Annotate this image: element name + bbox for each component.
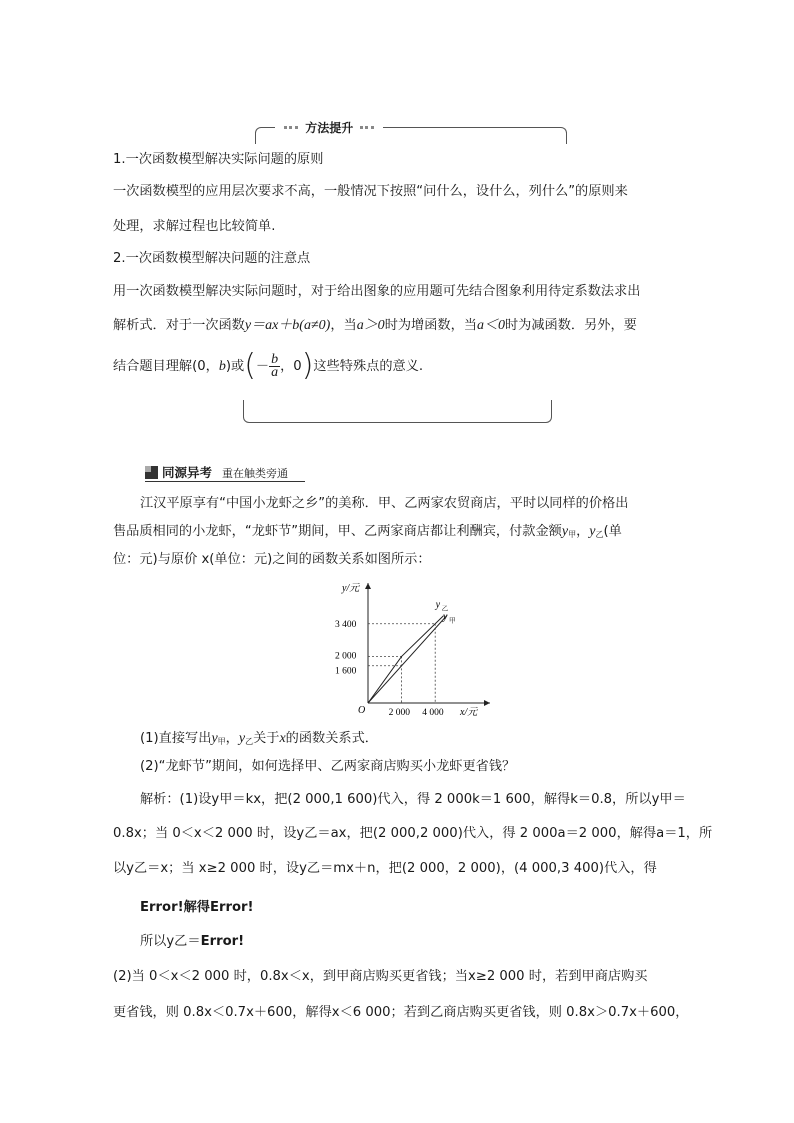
section-badge-icon: [145, 466, 158, 479]
solution-line-3: 以y乙＝x；当 x≥2 000 时，设y乙＝mx＋n，把(2 000，2 000)，(4 000,3 400)代入，得: [113, 861, 657, 876]
x-axis-label: x/元: [460, 707, 478, 718]
solution-line-4: Error!解得Error!: [140, 900, 254, 915]
method-para-2-line-2: 解析式．对于一次函数y＝ax＋b(a≠0)，当a＞0时为增函数，当a＜0时为减函数．另外，要: [113, 318, 637, 333]
solution-line-2: 0.8x；当 0＜x＜2 000 时，设y乙＝ax，把(2 000,2 000)代入，得 2 000a＝2 000，解得a＝1，所: [113, 826, 713, 841]
y-tick-label: 1 600: [335, 666, 357, 677]
series-line-jia: [368, 615, 447, 703]
x-tick-label: 2 000: [388, 708, 410, 718]
left-paren-icon: (: [244, 348, 256, 383]
series-label-sub: 甲: [448, 617, 456, 625]
x-axis-arrow-icon: [484, 700, 490, 706]
x-tick-label: 4 000: [422, 708, 444, 718]
method-box-bottom-frame: [243, 400, 552, 423]
series-label-main: y: [442, 611, 448, 623]
method-para-2-line-1: 用一次函数模型解决实际问题时，对于给出图象的应用题可先结合图象利用待定系数法求出: [113, 284, 641, 299]
y-axis-arrow-icon: [365, 583, 371, 589]
section-underline: [145, 481, 305, 482]
y-axis-label: y/元: [342, 583, 360, 594]
method-para-1-line-1: 一次函数模型的应用层次要求不高，一般情况下按照“问什么，设什么，列什么”的原则来: [113, 184, 628, 199]
problem-line-2: 售品质相同的小龙虾，“龙虾节”期间，甲、乙两家商店都让利酬宾，付款金额$y_甲$，$y_乙$(单: [113, 524, 622, 539]
solution-line-7: 更省钱，则 0.8x＜0.7x＋600，解得x＜6 000；若到乙商店购买更省钱，则 0.8x＞0.7x＋600，: [113, 1005, 689, 1020]
question-2: (2)“龙虾节”期间，如何选择甲、乙两家商店购买小龙虾更省钱？: [140, 759, 516, 774]
method-heading-2: 2.一次函数模型解决问题的注意点: [113, 251, 311, 266]
function-graph: [330, 575, 500, 725]
y-tick-label: 3 400: [335, 619, 357, 630]
solution-line-6: (2)当 0＜x＜2 000 时，0.8x＜x，到甲商店购买更省钱；当x≥2 000 时，若到甲商店购买: [113, 969, 648, 984]
method-heading-1: 1.一次函数模型解决实际问题的原则: [113, 152, 324, 167]
y-tick-label: 2 000: [335, 651, 357, 662]
method-para-1-line-2: 处理，求解过程也比较简单.: [113, 219, 276, 234]
section-header: 同源异考 重在触类旁通: [145, 463, 288, 481]
series-label-main: y: [435, 599, 441, 611]
dots-left-icon: [284, 126, 298, 132]
problem-line-3: 位：元)与原价 x(单位：元)之间的函数关系如图所示：: [113, 552, 431, 567]
method-para-2-line-3: 结合题目理解(0，b)或(－ $\frac{b}{a}$ ，0)这些特殊点的意义.: [113, 348, 424, 383]
origin-label: O: [358, 705, 366, 716]
solution-line-1: 解析：(1)设y甲＝kx，把(2 000,1 600)代入，得 2 000k＝1 600，解得k＝0.8，所以y甲＝: [140, 792, 686, 807]
right-paren-icon: ): [301, 348, 314, 383]
fraction-b-over-a: $\frac{b}{a}$: [271, 351, 279, 380]
method-box-title: 方法提升: [275, 119, 383, 136]
series-label-sub: 乙: [441, 605, 449, 613]
linear-function-formula: y＝ax＋b(a≠0): [244, 318, 331, 333]
question-1: (1)直接写出$y_甲$，$y_乙$关于x的函数关系式．: [140, 731, 378, 746]
solution-line-5: 所以y乙＝Error!: [140, 934, 245, 949]
dots-right-icon: [360, 126, 374, 132]
problem-line-1: 江汉平原享有“中国小龙虾之乡”的美称．甲、乙两家农贸商店，平时以同样的价格出: [140, 496, 629, 511]
